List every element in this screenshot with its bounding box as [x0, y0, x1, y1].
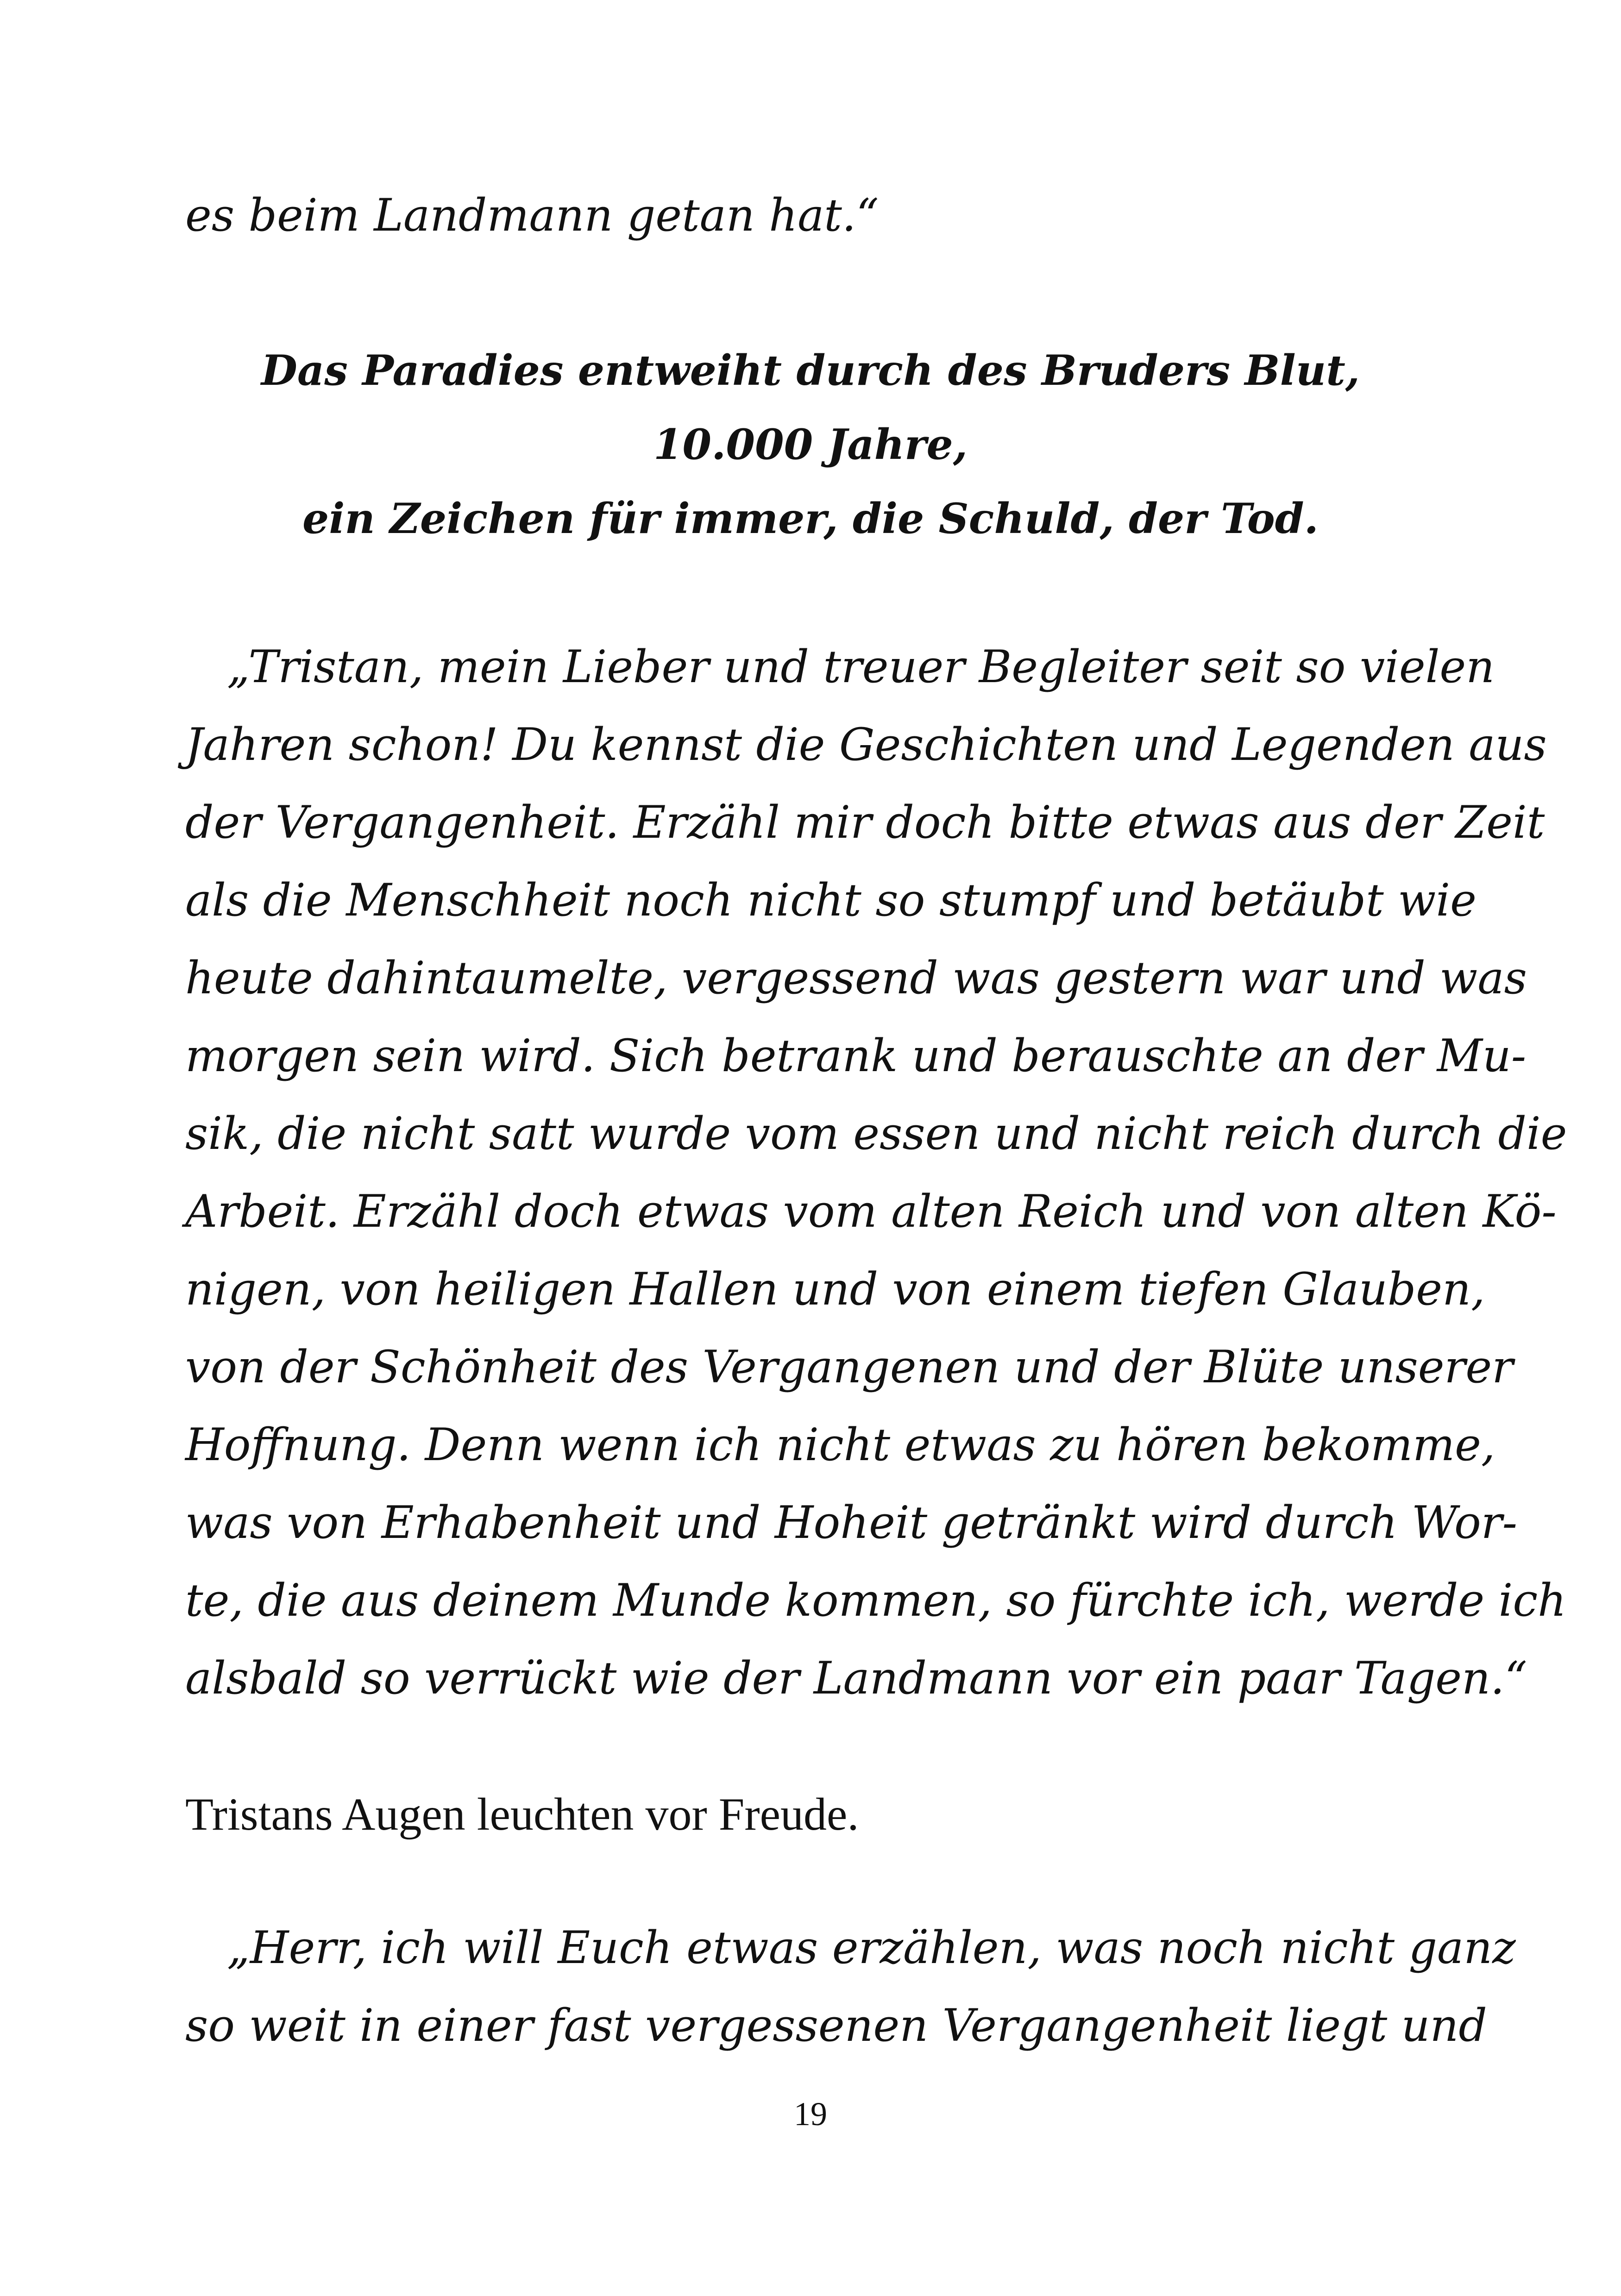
paragraph1-line-last: alsbald so verrückt wie der Landmann vor ein paar Tagen.“	[185, 1652, 1527, 1704]
verse-line-2: 10.000 Jahre,	[653, 420, 968, 469]
paragraph1-line: Hoffnung. Denn wenn ich nicht etwas zu hören bekomme,	[185, 1419, 1495, 1471]
verse-line-1: Das Paradies entweiht durch des Bruders Blut,	[261, 346, 1360, 395]
paragraph1-line: was von Erhabenheit und Hoheit getränkt wird durch Wor-	[185, 1497, 1518, 1549]
paragraph1-line: heute dahintaumelte, vergessend was gestern war und was	[185, 952, 1527, 1004]
paragraph2-line: so weit in einer fast vergessenen Vergangenheit liegt und	[185, 2000, 1487, 2051]
paragraph1-line: Arbeit. Erzähl doch etwas vom alten Reich und von alten Kö-	[185, 1186, 1557, 1237]
paragraph1-line: der Vergangenheit. Erzähl mir doch bitte etwas aus der Zeit	[185, 797, 1545, 848]
verse-line-3: ein Zeichen für immer, die Schuld, der Tod.	[302, 494, 1319, 543]
paragraph1-line: als die Menschheit noch nicht so stumpf und betäubt wie	[185, 874, 1476, 926]
paragraph1-line: nigen, von heiligen Hallen und von einem tiefen Glauben,	[185, 1263, 1485, 1315]
paragraph1-line: sik, die nicht satt wurde vom essen und nicht reich durch die	[185, 1108, 1567, 1160]
page-number: 19	[794, 2095, 827, 2133]
paragraph2-line: „Herr, ich will Euch etwas erzählen, was noch nicht ganz	[227, 1922, 1516, 1974]
paragraph1-line: „Tristan, mein Lieber und treuer Begleiter seit so vielen	[227, 641, 1495, 693]
paragraph1-line: Jahren schon! Du kennst die Geschichten und Legenden aus	[185, 719, 1547, 771]
narration-line: Tristans Augen leuchten vor Freude.	[185, 1788, 859, 1840]
paragraph1-line: von der Schönheit des Vergangenen und der Blüte unserer	[185, 1341, 1514, 1393]
opening-line: es beim Landmann getan hat.“	[185, 189, 879, 241]
paragraph1-line: te, die aus deinem Munde kommen, so fürchte ich, werde ich	[185, 1575, 1566, 1626]
paragraph1-line: morgen sein wird. Sich betrank und berauschte an der Mu-	[185, 1030, 1527, 1082]
